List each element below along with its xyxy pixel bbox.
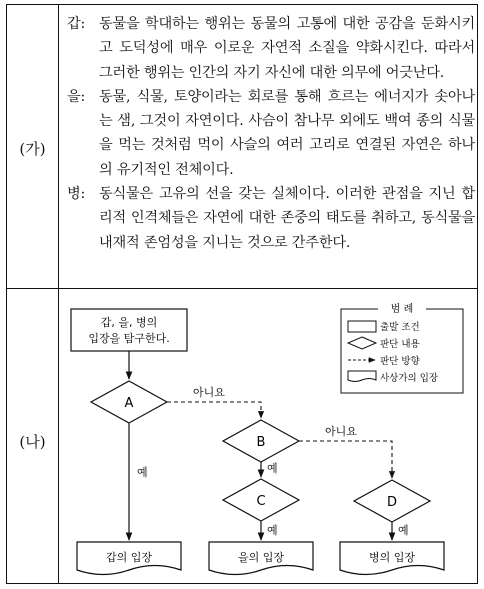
legend-item-judgement: 판단 내용 xyxy=(380,339,420,350)
legend-title: 범 례 xyxy=(390,304,414,315)
node-b-label: B xyxy=(256,435,266,450)
flowchart-svg xyxy=(7,289,477,583)
passage-gap xyxy=(67,12,475,85)
passage-text: 동물, 식물, 토양이라는 회로를 통해 흐르는 에너지가 솟아나는 샘, 그것이 자연이다. 사슴이 참나무 외에도 백여 종의 식물을 먹는 것처럼 먹이 사슬의 여러 고리로 연결된 자연은 하나의 유기적인 전체이다. xyxy=(99,88,475,178)
question-table xyxy=(6,4,478,584)
row-label-ga: (가) xyxy=(19,140,46,158)
end-gap-label: 갑의 입장 xyxy=(105,551,153,564)
end-eul-label: 을의 입장 xyxy=(237,551,285,564)
node-d-label: D xyxy=(386,495,398,510)
speaker-label: 갑: xyxy=(67,16,86,32)
end-byeong-label: 병의 입장 xyxy=(368,551,416,564)
legend-item-position: 사상가의 입장 xyxy=(380,373,439,384)
no-label-a: 아니요 xyxy=(193,386,225,399)
node-c-label: C xyxy=(256,494,266,509)
passage-text: 동물을 학대하는 행위는 동물의 고통에 대한 공감을 둔화시키고 도덕성에 매우 이로운 자연적 소질을 약화시킨다. 따라서 그러한 행위는 인간의 자기 자신에 대한 의무에 어긋난다. xyxy=(99,16,475,81)
legend-start-icon xyxy=(348,321,376,332)
legend xyxy=(341,302,463,393)
start-text-1: 갑, 을, 병의 xyxy=(100,316,158,329)
arrow-b-to-d xyxy=(299,441,392,478)
legend-item-start: 출발 조건 xyxy=(380,322,420,333)
start-text-2: 입장을 탐구한다. xyxy=(88,332,170,345)
no-label-b: 아니요 xyxy=(325,425,357,438)
yes-label-b: 예 xyxy=(267,462,278,475)
row-label-na: (나) xyxy=(19,433,46,451)
speaker-label: 을: xyxy=(67,88,86,105)
yes-label-a: 예 xyxy=(137,466,148,479)
legend-item-direction: 판단 방향 xyxy=(380,356,420,367)
arrow-a-to-b xyxy=(167,402,261,418)
passage-text: 동식물은 고유의 선을 갖는 실체이다. 이러한 관점을 지닌 합리적 인격체들은 자연에 대한 존중의 태도를 취하고, 동식물을 내재적 존엄성을 지니는 것으로 간주한다. xyxy=(99,186,475,251)
passage-byeong xyxy=(67,182,475,255)
passages-cell xyxy=(67,12,475,255)
speaker-label: 병: xyxy=(67,186,86,203)
passage-eul xyxy=(67,85,475,182)
yes-label-c: 예 xyxy=(267,524,278,537)
flowchart xyxy=(7,289,477,587)
yes-label-d: 예 xyxy=(398,524,409,537)
node-a-label: A xyxy=(124,396,134,411)
